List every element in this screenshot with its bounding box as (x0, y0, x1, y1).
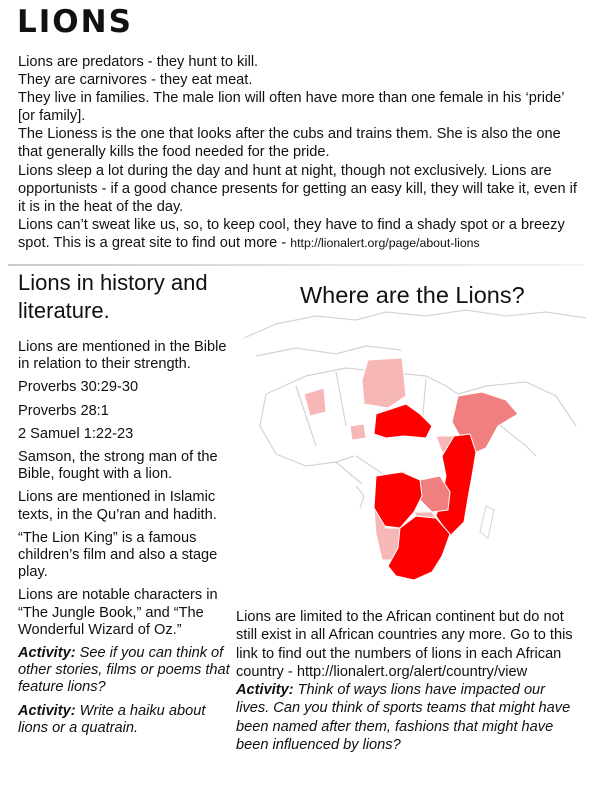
country-small-light (350, 424, 366, 440)
history-paragraph: Proverbs 30:29-30 (18, 379, 139, 396)
history-paragraph: Lions are mentioned in Islamic texts, in the Qu’ran and hadith. (18, 489, 217, 523)
history-paragraph: Proverbs 28:1 (18, 402, 109, 419)
lion-range-section (236, 608, 582, 754)
lion-range-countries (304, 358, 518, 580)
activity-paragraph (236, 681, 582, 754)
history-paragraph: Lions are mentioned in the Bible in relation to their strength. (18, 339, 227, 373)
history-heading: Lions in history and literature. (18, 270, 208, 323)
intro-line: Lions are predators - they hunt to kill. (18, 54, 259, 70)
country-madagascar-outline (480, 506, 494, 538)
intro-line: Lions sleep a lot during the day and hunt at night, though not exclusively. Lions are opportunists - if a good chance presents for getting an easy kill, they will take it, even if it is in the heat of the day. (18, 162, 577, 215)
about-lions-link[interactable]: http://lionalert.org/page/about-lions (290, 235, 480, 250)
intro-line: They are carnivores - they eat meat. (18, 72, 253, 89)
gulf-outline (356, 486, 364, 508)
intro-line: They live in families. The male lion will often have more than one female in his ‘pride’ [or family]. (18, 90, 564, 125)
intro-section (18, 53, 578, 252)
activity-text: Think of ways lions have impacted our lives. Can you think of sports teams that might have been named after them, fashions that might have been influenced by lions? (236, 682, 571, 754)
activity-label: Activity: (18, 645, 76, 662)
activity-text: Write a haiku about lions or a quatrain. (18, 702, 206, 736)
activity-label: Activity: (18, 702, 76, 719)
section-divider (8, 264, 584, 266)
eurasia-outline (244, 310, 586, 338)
intro-line: Lions can’t sweat like us, so, to keep cool, they have to find a shady spot or a breezy spot. This is a great site to find out more - (18, 216, 565, 251)
europe-south-outline (256, 346, 401, 356)
map-title: Where are the Lions? (300, 282, 525, 308)
lion-range-paragraph: Lions are limited to the African continent but do not still exist in all African countries any more. Go to this link to find out the numbers of lions in each African country - http://lionalert.org/alert/country/view (236, 609, 573, 680)
history-section (18, 269, 230, 743)
activity-label: Activity: (236, 682, 294, 699)
africa-map-svg (236, 276, 590, 606)
history-paragraph: Samson, the strong man of the Bible, fought with a lion. (18, 449, 218, 483)
activity-paragraph (18, 645, 230, 697)
activity-paragraph (18, 703, 230, 737)
intro-line-with-link (18, 216, 578, 252)
activity-text: See if you can think of other stories, films or poems that feature lions? (18, 645, 230, 696)
africa-map (236, 276, 590, 606)
history-paragraph: 2 Samuel 1:22-23 (18, 425, 134, 442)
history-paragraph: “The Lion King” is a famous children’s film and also a stage play. (18, 529, 218, 581)
page-title: LIONS (17, 4, 133, 40)
history-paragraph: Lions are notable characters in “The Jungle Book,” and “The Wonderful Wizard of Oz.” (18, 587, 218, 638)
intro-line: The Lioness is the one that looks after the cubs and trains them. She is also the one that generally kills the food needed for the pride. (18, 126, 561, 161)
country-niger-light (362, 358, 406, 408)
country-west-light (304, 388, 326, 416)
